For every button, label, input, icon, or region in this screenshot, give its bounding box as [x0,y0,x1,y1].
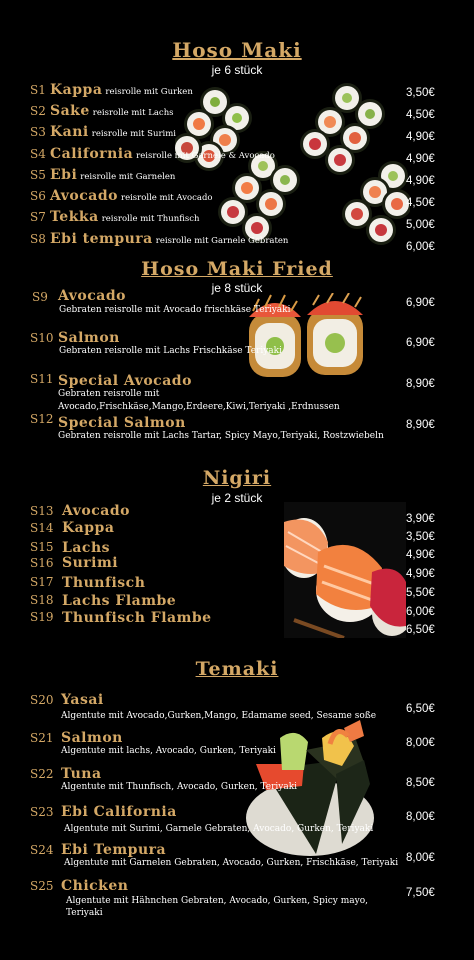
item-description: Algentute mit Thunfisch, Avocado, Gurken, Teriyaki [61,782,298,792]
item-price: 8,50€ [406,777,435,789]
item-code: S16 [30,556,54,570]
item-code: S15 [30,540,54,554]
item-price: 6,00€ [406,241,435,253]
item-name: Avocado [58,288,126,304]
item-code: S12 [30,412,54,426]
item-name: Salmon [58,330,120,346]
item-code: S4 [30,147,46,161]
item-code: S8 [30,232,46,246]
item-code: S21 [30,731,54,745]
item-name: California reisrolle mit Garnele & Avocado [50,146,275,162]
section-title-hoso-maki-fried: Hoso Maki Fried [141,258,333,280]
item-code: S1 [30,83,46,97]
item-name: Kappa reisrolle mit Gurken [50,82,193,98]
item-code: S25 [30,879,54,893]
item-price: 5,00€ [406,219,435,231]
item-code: S14 [30,521,54,535]
item-name: Kani reisrolle mit Surimi [50,124,177,140]
item-price: 6,50€ [406,703,435,715]
item-description: Gebraten reisrolle mit Lachs Tartar, Spicy Mayo,Teriyaki, Rostzwiebeln [58,431,384,441]
item-description: Algentute mit Garnelen Gebraten, Avocado, Gurken, Frischkäse, Teriyaki [64,858,399,868]
item-name: Tekka reisrolle mit Thunfisch [50,209,200,225]
item-code: S23 [30,805,54,819]
item-price: 4,50€ [406,109,435,121]
item-name: Ebi tempura reisrolle mit Garnele Gebraten [50,231,289,247]
item-price: 8,00€ [406,737,435,749]
item-price: 3,90€ [406,513,435,525]
item-code: S24 [30,843,54,857]
item-name: Avocado reisrolle mit Avocado [50,188,213,204]
item-name: Chicken [61,878,129,894]
item-code: S9 [32,290,48,304]
item-name: Special Avocado [58,373,192,389]
item-price: 8,90€ [406,378,435,390]
item-name: Ebi California [61,804,177,820]
section-title-temaki: Temaki [195,658,279,680]
item-price: 6,00€ [406,606,435,618]
item-description: Algentute mit Surimi, Garnele Gebraten, Avocado, Gurken, Teriyaki [64,824,374,834]
item-name: Ebi reisrolle mit Garnelen [50,167,176,183]
item-price: 5,50€ [406,587,435,599]
item-price: 7,50€ [406,887,435,899]
item-name: Avocado [62,503,130,519]
item-price: 6,90€ [406,297,435,309]
item-code: S19 [30,610,54,624]
item-price: 3,50€ [406,531,435,543]
item-name: Salmon [61,730,123,746]
item-code: S7 [30,210,46,224]
item-description: Gebraten reisrolle mit [58,389,160,399]
item-code: S2 [30,104,46,118]
item-code: S13 [30,504,54,518]
item-price: 8,00€ [406,852,435,864]
item-price: 8,00€ [406,811,435,823]
item-code: S10 [30,331,54,345]
section-subtitle-hoso-maki: je 6 stück [211,63,263,77]
item-name: Kappa [62,520,115,536]
item-description: Algentute mit lachs, Avocado, Gurken, Teriyaki [61,746,276,756]
item-price: 4,90€ [406,549,435,561]
item-price: 8,90€ [406,419,435,431]
item-price: 4,90€ [406,175,435,187]
item-description: Gebraten reisrolle mit Lachs Frischkäse Teriyaki [59,346,282,356]
item-name: Thunfisch [62,575,146,591]
item-price: 3,50€ [406,87,435,99]
item-price: 6,50€ [406,624,435,636]
item-name: Yasai [61,692,104,708]
item-price: 4,90€ [406,568,435,580]
section-subtitle-hoso-maki-fried: je 8 stück [211,281,263,295]
item-description-line2: Avocado,Frischkäse,Mango,Erdeere,Kiwi,Teriyaki ,Erdnussen [58,402,340,412]
item-name: Thunfisch Flambe [62,610,212,626]
item-price: 4,50€ [406,197,435,209]
item-name: Ebi Tempura [61,842,167,858]
item-description: Algentute mit Avocado,Gurken,Mango, Edamame seed, Sesame soße [61,711,377,721]
item-description: Algentute mit Hähnchen Gebraten, Avocado, Gurken, Spicy mayo, [66,896,368,906]
item-name: Sake reisrolle mit Lachs [50,103,174,119]
item-price: 4,90€ [406,153,435,165]
item-code: S20 [30,693,54,707]
item-price: 6,90€ [406,337,435,349]
item-name: Lachs Flambe [62,593,177,609]
item-code: S17 [30,575,54,589]
item-code: S3 [30,125,46,139]
item-code: S11 [30,372,54,386]
item-name: Tuna [61,766,102,782]
item-code: S6 [30,189,46,203]
item-price: 4,90€ [406,131,435,143]
section-title-nigiri: Nigiri [202,467,272,489]
item-description: Gebraten reisrolle mit Avocado frischkäse Teriyaki [59,305,291,315]
item-name: Special Salmon [58,415,186,431]
item-code: S18 [30,593,54,607]
item-name: Lachs [62,540,110,556]
nigiri-photo [284,502,406,638]
item-description-line2: Teriyaki [66,908,103,918]
section-subtitle-nigiri: je 2 stück [211,491,263,505]
item-code: S5 [30,168,46,182]
section-title-hoso-maki: Hoso Maki [172,38,302,62]
item-name: Surimi [62,555,119,571]
item-code: S22 [30,767,54,781]
